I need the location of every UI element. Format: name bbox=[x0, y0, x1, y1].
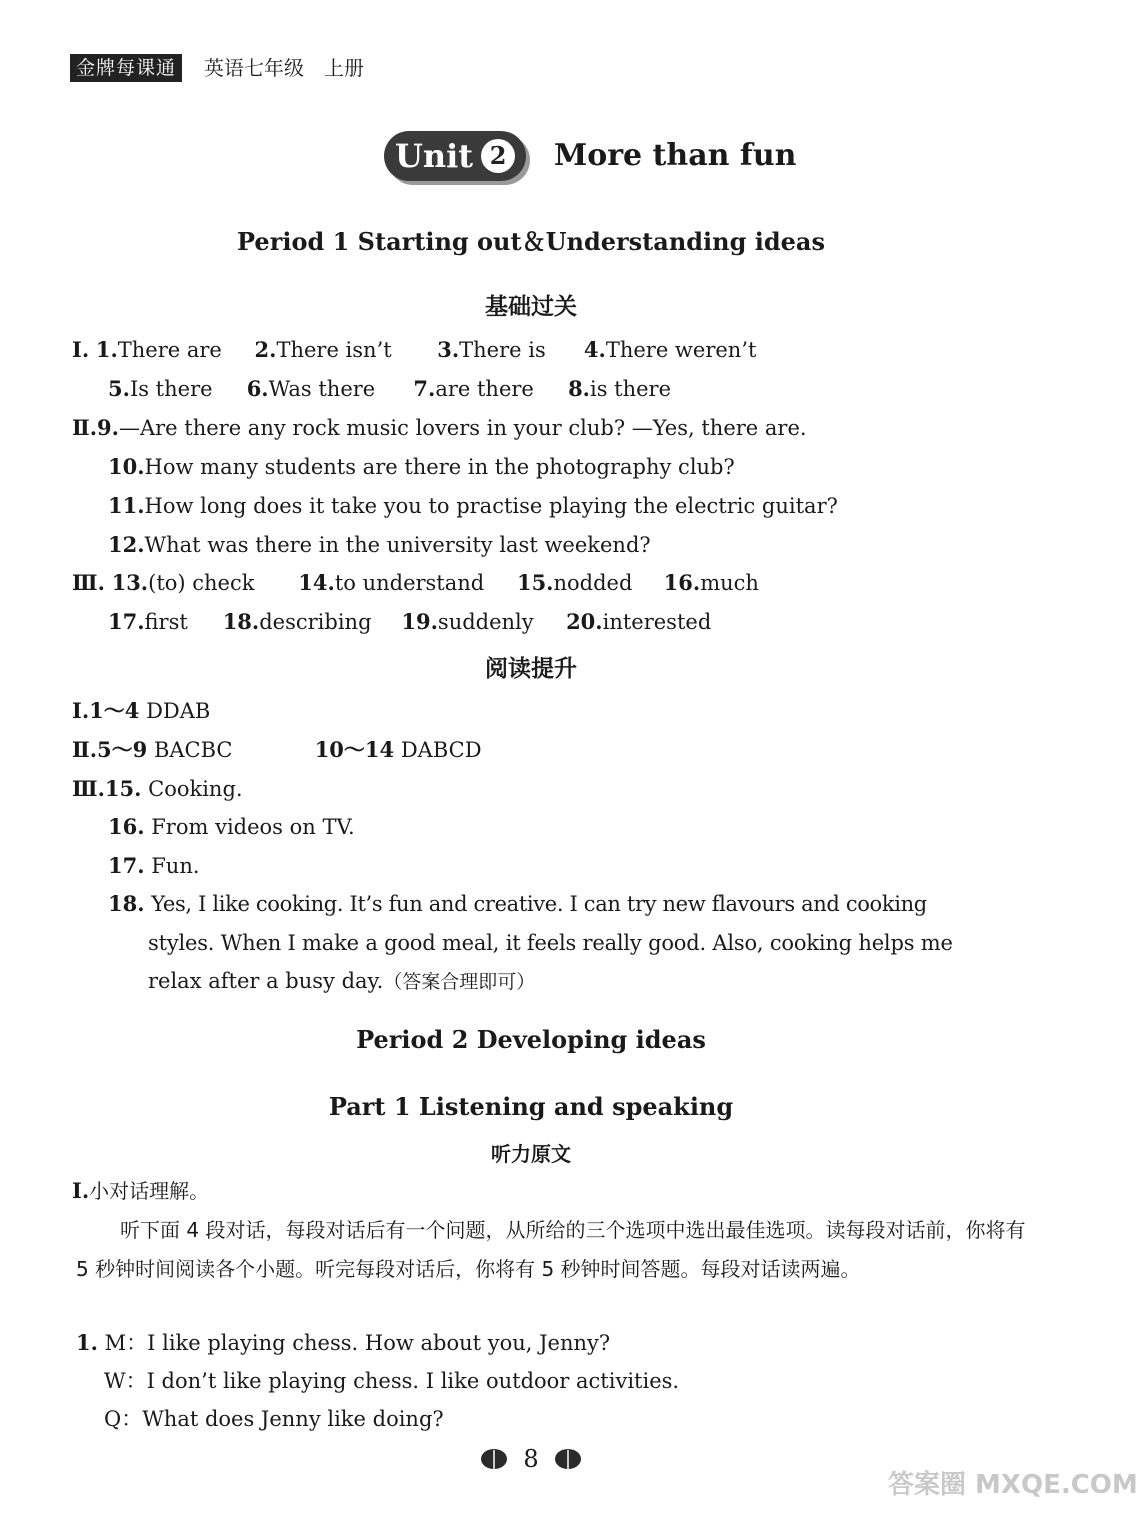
item-number: 6. bbox=[246, 376, 269, 401]
answer-text: to understand bbox=[334, 571, 485, 595]
period1-title: Period 1 Starting out＆Understanding ideas bbox=[237, 227, 825, 256]
item-number: 5. bbox=[108, 376, 130, 401]
period2-title: Period 2 Developing ideas bbox=[356, 1025, 706, 1054]
answer-text: DDAB bbox=[146, 699, 211, 723]
item-number: 8. bbox=[568, 376, 590, 401]
answer-text: nodded bbox=[553, 571, 633, 595]
basic-sec3-row2 bbox=[108, 607, 711, 637]
reading-sec1 bbox=[72, 696, 210, 726]
item-number: 2. bbox=[254, 337, 277, 362]
answer-text: There is bbox=[459, 338, 546, 362]
item-number: 7. bbox=[413, 376, 436, 401]
item-number: 20. bbox=[566, 609, 603, 634]
answer-text: There are bbox=[117, 338, 222, 362]
part1-title: Part 1 Listening and speaking bbox=[328, 1092, 734, 1121]
answer-text: How many students are there in the photography club? bbox=[144, 455, 735, 479]
unit-number: 2 bbox=[481, 139, 515, 173]
reading-sec3-item15 bbox=[72, 774, 243, 804]
item-number: 17. bbox=[108, 609, 145, 634]
unit-label: Unit bbox=[394, 137, 474, 175]
roman-numeral: Ⅰ. bbox=[72, 1178, 90, 1203]
basic-sec2-item10 bbox=[108, 452, 735, 482]
answer-text: is there bbox=[590, 377, 672, 401]
answer-text: describing bbox=[259, 610, 372, 634]
dialog1-q: Q：What does Jenny like doing? bbox=[104, 1407, 444, 1431]
leaf-icon bbox=[479, 1447, 509, 1471]
basic-sec1-row1 bbox=[72, 335, 756, 365]
item-number: 18. bbox=[222, 609, 260, 634]
item-number: 13. bbox=[111, 570, 149, 595]
item-number: 12. bbox=[108, 532, 145, 557]
book-subtitle: 英语七年级 上册 bbox=[204, 56, 364, 80]
unit-title: More than fun bbox=[554, 138, 797, 173]
answer-text: Cooking. bbox=[148, 777, 243, 801]
reading-sec3-item17 bbox=[108, 851, 200, 881]
item-range: 10～14 bbox=[314, 737, 395, 762]
item-number: 1. bbox=[76, 1330, 98, 1355]
unit-badge bbox=[384, 131, 526, 181]
answer-text: first bbox=[144, 610, 188, 634]
item-number: 11. bbox=[108, 493, 145, 518]
item-number: 15. bbox=[516, 570, 554, 595]
item-range: 5～9 bbox=[97, 737, 148, 762]
basic-sec2-item12 bbox=[108, 530, 651, 560]
reading-heading: 阅读提升 bbox=[485, 656, 577, 682]
section-title: 小对话理解。 bbox=[89, 1179, 210, 1203]
dialog1-m bbox=[76, 1328, 610, 1358]
basic-sec3-row1 bbox=[72, 568, 759, 598]
transcript-heading: 听力原文 bbox=[491, 1142, 571, 1166]
item-number: 10. bbox=[108, 454, 145, 479]
answer-text: Fun. bbox=[151, 854, 200, 878]
answer-text: Was there bbox=[268, 377, 376, 401]
basic-sec2-item9 bbox=[72, 413, 807, 443]
item-number: 18. bbox=[108, 891, 145, 916]
item-number: 9. bbox=[97, 415, 119, 440]
answer-text: There weren’t bbox=[605, 338, 757, 362]
reading-sec3-item16 bbox=[108, 812, 355, 842]
answer-text: (to) check bbox=[148, 571, 255, 595]
roman-numeral: Ⅰ. bbox=[72, 337, 90, 362]
item-number: 3. bbox=[437, 337, 460, 362]
basic-sec1-row2 bbox=[108, 374, 671, 404]
roman-numeral: Ⅰ. bbox=[72, 698, 90, 723]
roman-numeral: Ⅲ. bbox=[72, 776, 105, 801]
roman-numeral: Ⅱ. bbox=[72, 737, 98, 762]
answer-text: much bbox=[700, 571, 759, 595]
answer-text: BACBC bbox=[153, 738, 233, 762]
answer-text: DABCD bbox=[400, 738, 482, 762]
answer-text: What was there in the university last weekend? bbox=[144, 533, 651, 557]
answer-text: From videos on TV. bbox=[151, 815, 355, 839]
page-number: 8 bbox=[523, 1445, 539, 1473]
leaf-icon bbox=[553, 1447, 583, 1471]
item-number: 16. bbox=[663, 570, 701, 595]
reading-sec3-item18-line2: styles. When I make a good meal, it feels really good. Also, cooking helps me bbox=[148, 931, 953, 955]
item-number: 14. bbox=[298, 570, 335, 595]
reading-sec3-item18-line3 bbox=[148, 966, 535, 997]
item-number: 4. bbox=[583, 337, 606, 362]
item-range: 1～4 bbox=[89, 698, 140, 723]
item-number: 1. bbox=[95, 337, 118, 362]
listening-sec1-title bbox=[72, 1176, 209, 1206]
answer-text: suddenly bbox=[437, 610, 534, 634]
answer-text: Yes, I like cooking. It’s fun and creative. I can try new flavours and cooking bbox=[151, 892, 927, 916]
reading-sec2 bbox=[72, 735, 482, 765]
book-brand-label: 金牌每课通 bbox=[70, 54, 182, 82]
dialog-line: M：I like playing chess. How about you, Jenny? bbox=[104, 1331, 611, 1355]
roman-numeral: Ⅱ. bbox=[72, 415, 98, 440]
answer-text: —Are there any rock music lovers in your club? —Yes, there are. bbox=[118, 416, 807, 440]
reading-sec3-item18-line1 bbox=[108, 889, 927, 919]
answer-text: There isn’t bbox=[276, 338, 392, 362]
answer-text: relax after a busy day. bbox=[148, 969, 384, 993]
answer-text: are there bbox=[435, 377, 534, 401]
answer-note: （答案合理即可） bbox=[383, 971, 536, 993]
roman-numeral: Ⅲ. bbox=[72, 570, 105, 595]
watermark: 答案圈 MXQE.COM bbox=[888, 1470, 1138, 1500]
item-number: 19. bbox=[401, 609, 438, 634]
answer-text: Is there bbox=[129, 377, 213, 401]
item-number: 16. bbox=[108, 814, 145, 839]
basic-heading: 基础过关 bbox=[485, 294, 577, 320]
basic-sec2-item11 bbox=[108, 491, 838, 521]
answer-text: interested bbox=[602, 610, 712, 634]
dialog1-w: W：I don’t like playing chess. I like outdoor activities. bbox=[104, 1369, 680, 1393]
item-number: 15. bbox=[104, 776, 142, 801]
answer-text: How long does it take you to practise playing the electric guitar? bbox=[144, 494, 838, 518]
item-number: 17. bbox=[108, 853, 145, 878]
listening-instruction: 听下面 4 段对话，每段对话后有一个问题，从所给的三个选项中选出最佳选项。读每段对话前，你将有 5 秒钟时间阅读各个小题。听完每段对话后，你将有 5 秒钟时间答题。每段对话读两遍。 bbox=[76, 1218, 1026, 1281]
